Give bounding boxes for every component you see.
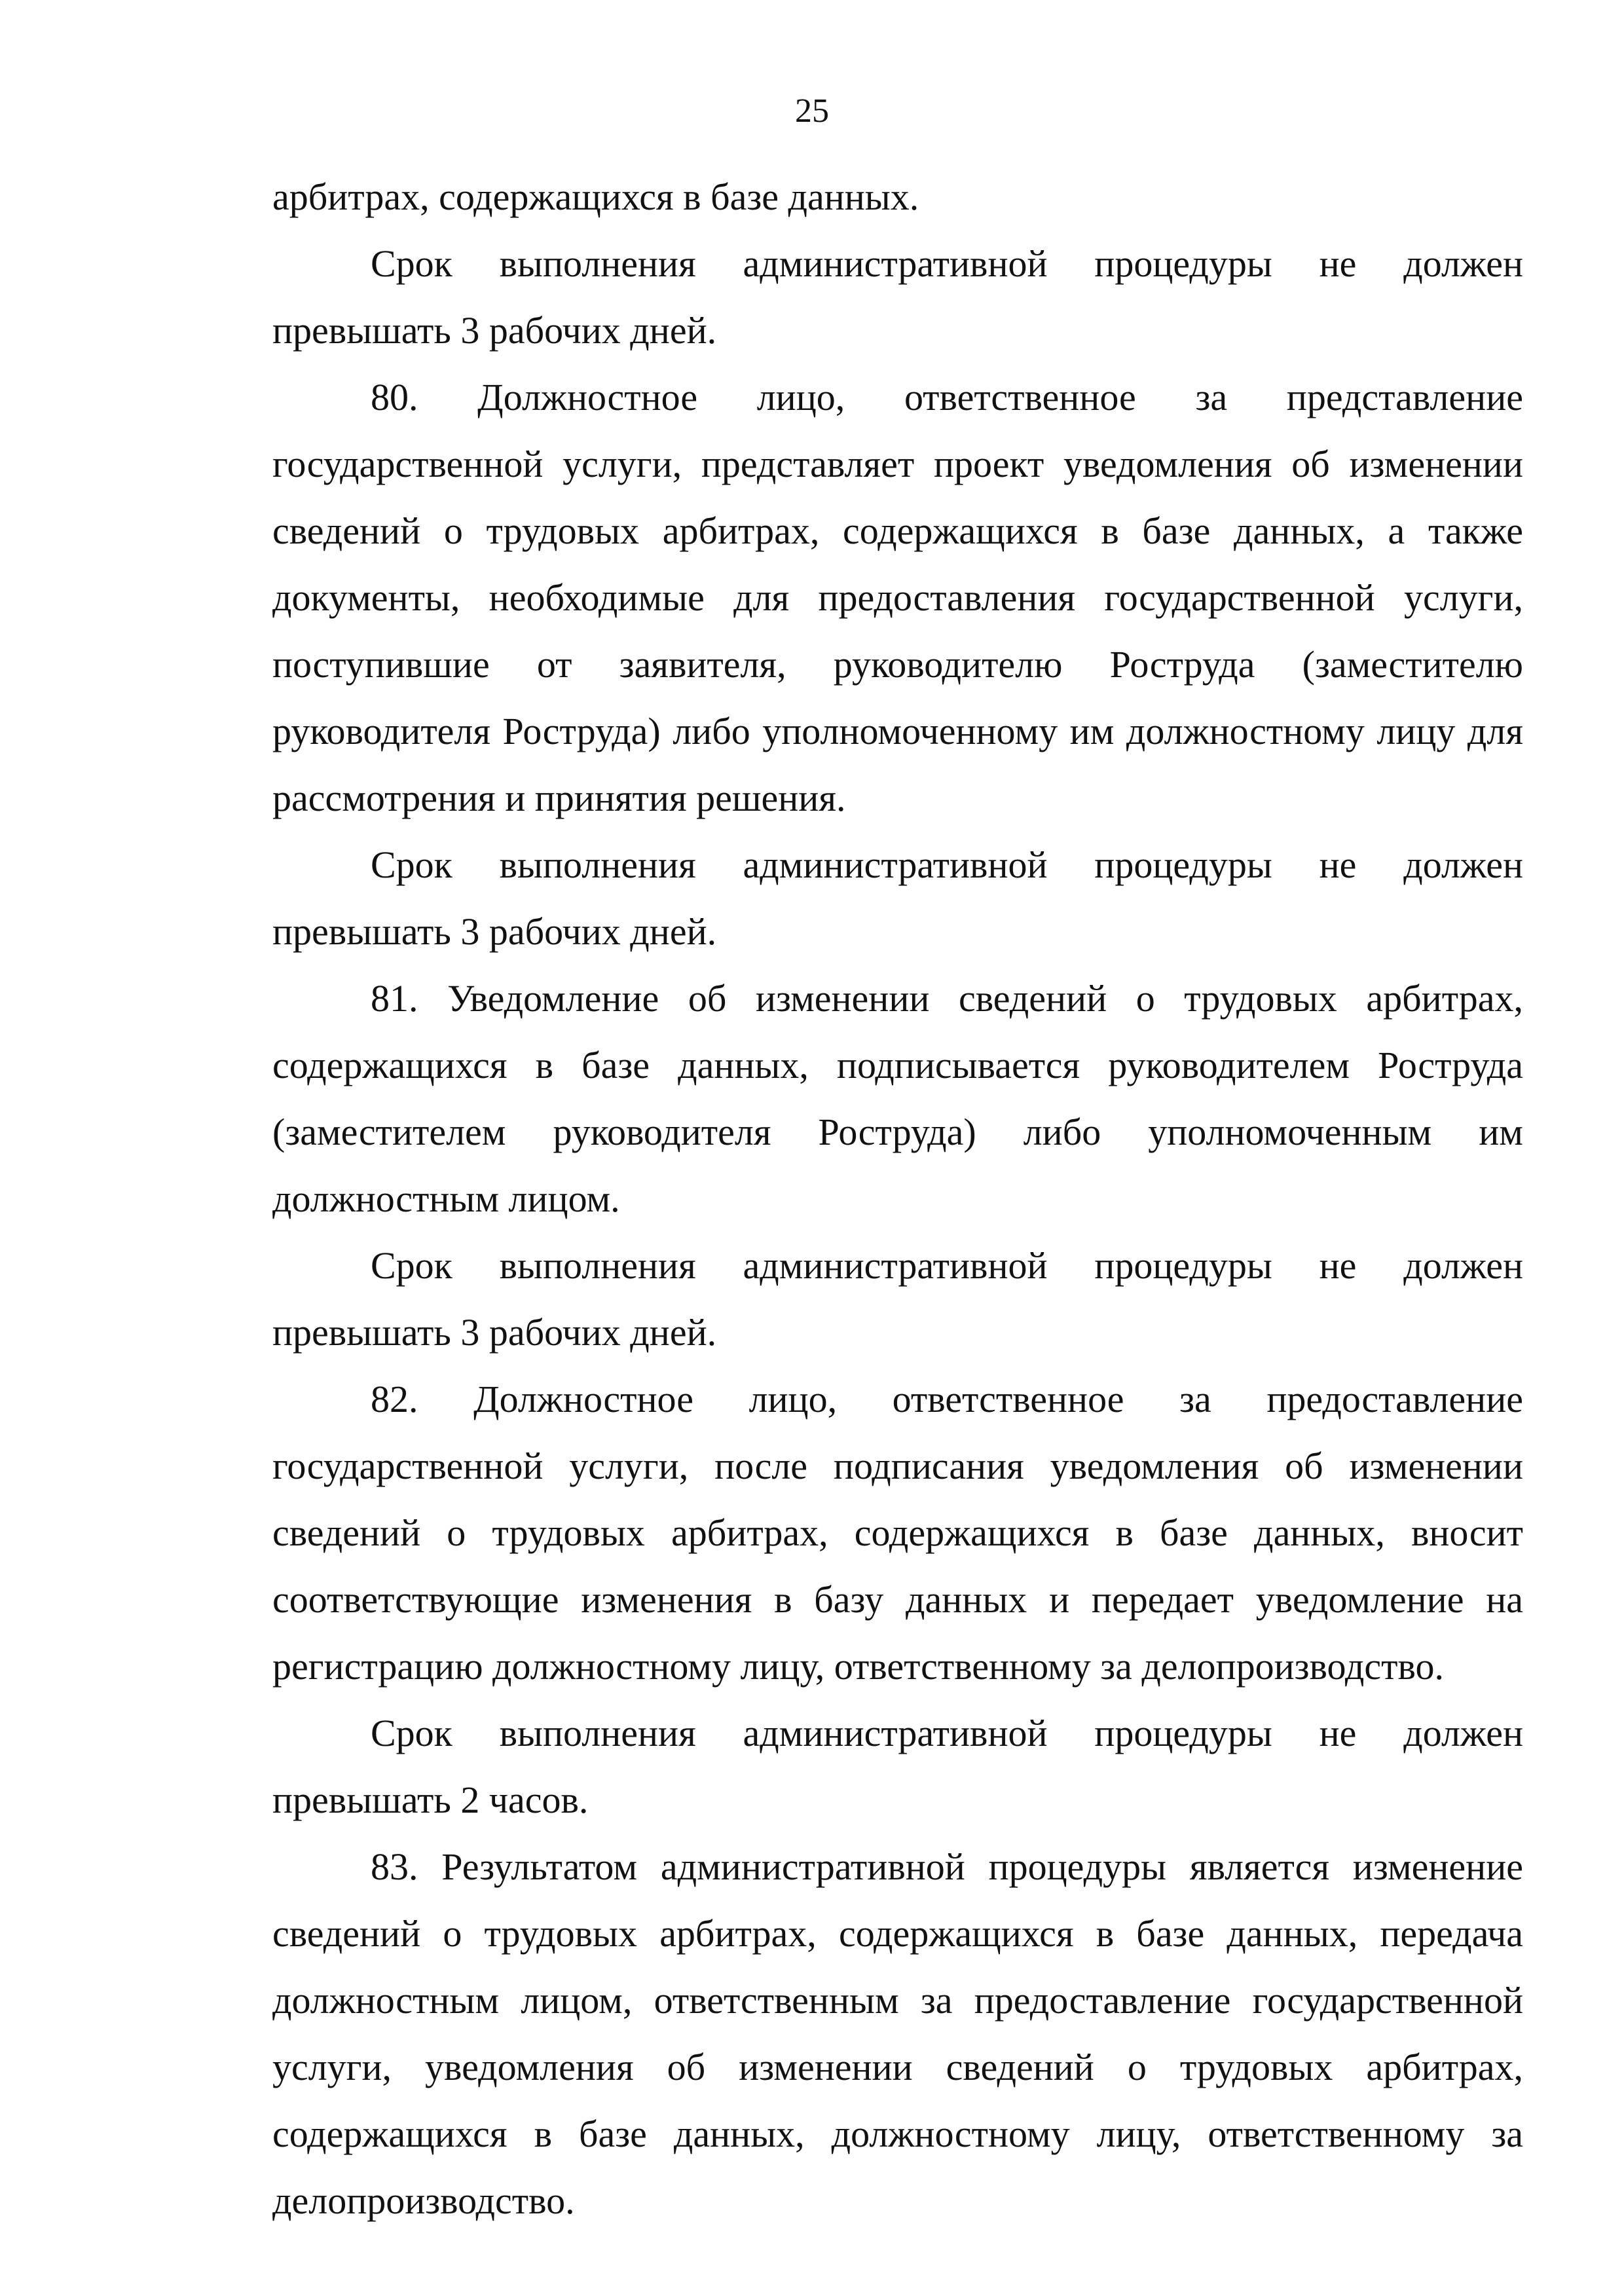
paragraph-item-83: 83. Результатом административной процедуры является изменение сведений о трудовых арбитрах, содержащихся в базе данных, передача должностным лицом, ответственным за предоставление государственной услуги, уведомления об изменении сведений о трудовых арбитрах, содержащихся в базе данных, должностному лицу, ответственному за делопроизводство.: [272, 1845, 1523, 2222]
document-body: [272, 164, 1523, 2234]
paragraph-item-81: 81. Уведомление об изменении сведений о трудовых арбитрах, содержащихся в базе данных, подписывается руководителем Роструда (заместителем руководителя Роструда) либо уполномоченным им должностным лицом.: [272, 977, 1523, 1220]
paragraph-item-82: 82. Должностное лицо, ответственное за предоставление государственной услуги, после подписания уведомления об изменении сведений о трудовых арбитрах, содержащихся в базе данных, вносит соответствующие изменения в базу данных и передает уведомление на регистрацию должностному лицу, ответственному за делопроизводство.: [272, 1378, 1523, 1688]
page-number: 25: [795, 92, 829, 130]
paragraph-deadline-1: Срок выполнения административной процедуры не должен превышать 3 рабочих дней.: [272, 242, 1523, 352]
paragraph-deadline-3: Срок выполнения административной процедуры не должен превышать 3 рабочих дней.: [272, 1244, 1523, 1354]
paragraph-item-80: 80. Должностное лицо, ответственное за представление государственной услуги, представляет проект уведомления об изменении сведений о трудовых арбитрах, содержащихся в базе данных, а также документы, необходимые для предоставления государственной услуги, поступившие от заявителя, руководителю Роструда (заместителю руководителя Роструда) либо уполномоченному им должностному лицу для рассмотрения и принятия решения.: [272, 376, 1523, 819]
paragraph-deadline-2: Срок выполнения административной процедуры не должен превышать 3 рабочих дней.: [272, 843, 1523, 953]
paragraph-continuation: арбитрах, содержащихся в базе данных.: [272, 176, 919, 218]
paragraph-deadline-4: Срок выполнения административной процедуры не должен превышать 2 часов.: [272, 1712, 1523, 1821]
